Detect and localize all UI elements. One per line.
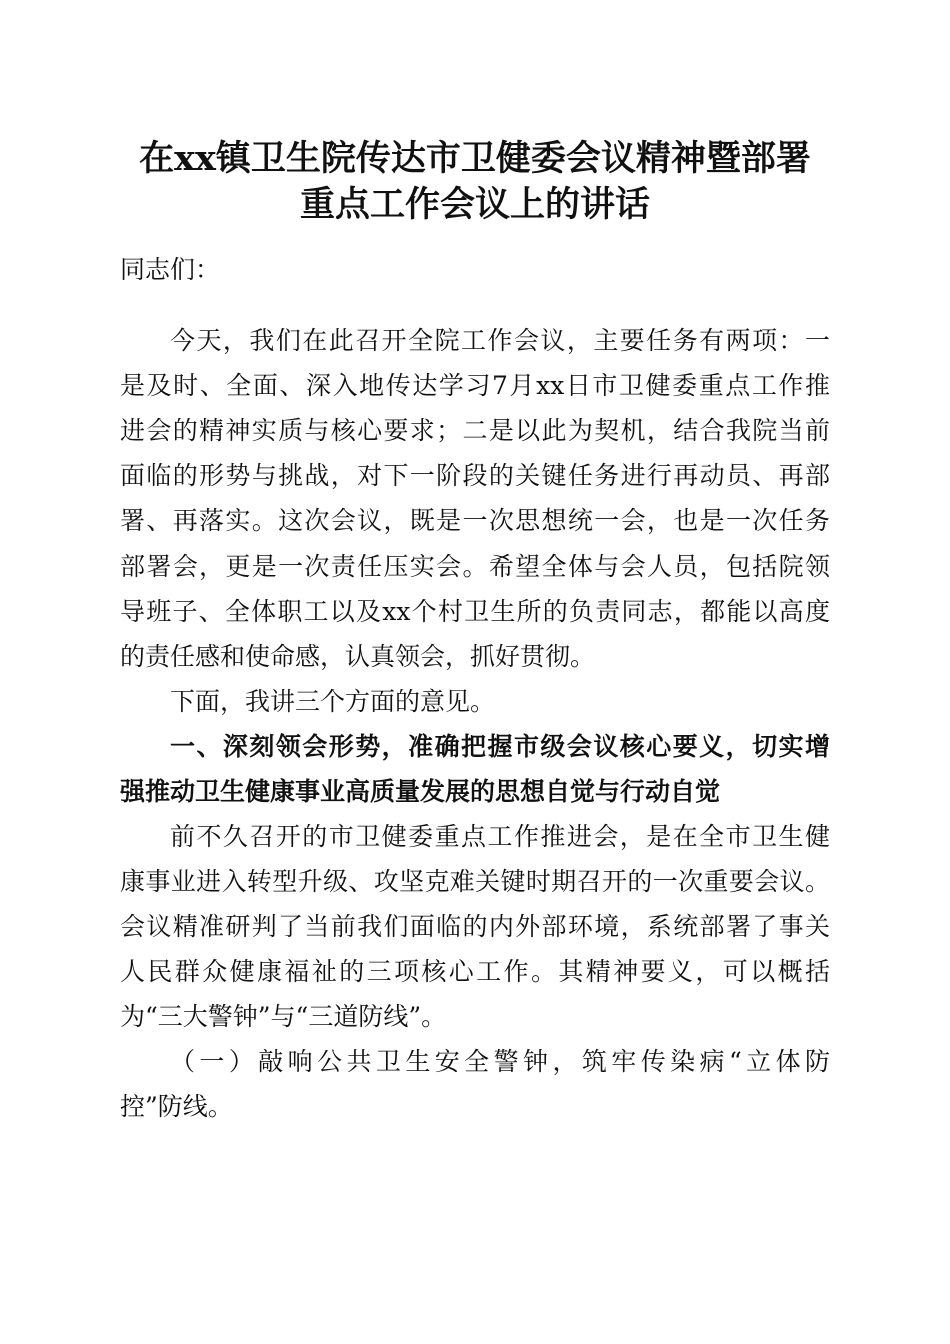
- subheading-line: 控”防线。: [120, 1092, 233, 1121]
- paragraph-1-line: 是及时、全面、深入地传达学习7月xx日市卫健委重点工作推: [120, 371, 830, 400]
- paragraph-1-line: 今天，我们在此召开全院工作会议，主要任务有两项：一: [170, 326, 830, 355]
- paragraph-3-line: 为“三大警钟”与“三道防线”。: [120, 1002, 447, 1031]
- section-heading-line: 强推动卫生健康事业高质量发展的思想自觉与行动自觉: [120, 777, 721, 806]
- paragraph-3-line: 人民群众健康福祉的三项核心工作。其精神要义，可以概括: [120, 957, 830, 986]
- paragraph-1-line: 部署会，更是一次责任压实会。希望全体与会人员，包括院领: [120, 552, 830, 581]
- document-title-line-2: 重点工作会议上的讲话: [299, 184, 650, 225]
- subheading-line: （一）敲响公共卫生安全警钟，筑牢传染病“立体防: [170, 1047, 830, 1076]
- paragraph-1-line: 的责任感和使命感，认真领会，抓好贯彻。: [120, 642, 596, 671]
- paragraph-3-line: 康事业进入转型升级、攻坚克难关键时期召开的一次重要会议。: [120, 867, 830, 896]
- paragraph-3-line: 会议精准研判了当前我们面临的内外部环境，系统部署了事关: [120, 912, 830, 941]
- salutation: 同志们：: [120, 255, 221, 284]
- paragraph-1-line: 面临的形势与挑战，对下一阶段的关键任务进行再动员、再部: [120, 461, 830, 490]
- paragraph-1-line: 进会的精神实质与核心要求；二是以此为契机，结合我院当前: [120, 416, 830, 445]
- paragraph-3-line: 前不久召开的市卫健委重点工作推进会，是在全市卫生健: [170, 822, 830, 851]
- document-title-line-1: 在xx镇卫生院传达市卫健委会议精神暨部署: [139, 138, 811, 179]
- paragraph-1-line: 署、再落实。这次会议，既是一次思想统一会，也是一次任务: [120, 506, 830, 535]
- paragraph-2: 下面，我讲三个方面的意见。: [170, 687, 496, 716]
- paragraph-1-line: 导班子、全体职工以及xx个村卫生所的负责同志，都能以高度: [120, 597, 830, 626]
- section-heading-line: 一、深刻领会形势，准确把握市级会议核心要义，切实增: [170, 732, 830, 761]
